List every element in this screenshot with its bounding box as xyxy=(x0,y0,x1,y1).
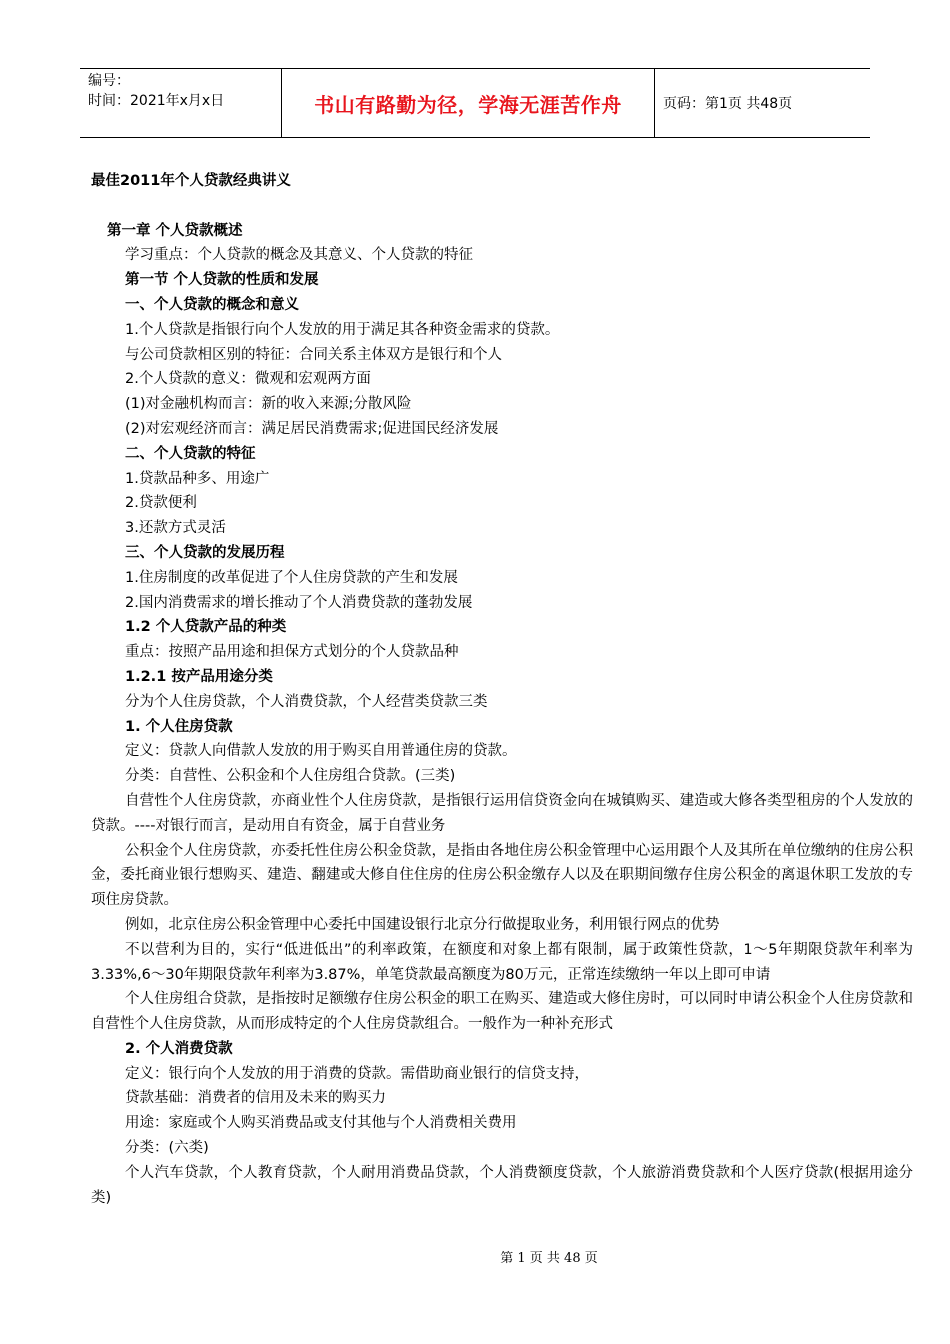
text-line: 2.个人贷款的意义：微观和宏观两方面 xyxy=(125,371,371,388)
page-footer xyxy=(0,1247,950,1266)
subsection-heading: 一、个人贷款的概念和意义 xyxy=(125,296,299,313)
section-heading: 第一节 个人贷款的性质和发展 xyxy=(125,272,319,289)
paragraph: 个人汽车贷款，个人教育贷款，个人耐用消费品贷款，个人消费额度贷款，个人旅游消费贷款和个人医疗贷款(根据用途分类) xyxy=(91,1164,913,1206)
header-page-code: 页码：第1页 共48页 xyxy=(663,96,793,112)
paragraph: 个人住房组合贷款，是指按时足额缴存住房公积金的职工在购买、建造或大修住房时，可以同时申请公积金个人住房贷款和自营性个人住房贷款，从而形成特定的个人住房贷款组合。一般作为一种补充形式 xyxy=(91,991,913,1033)
document-body xyxy=(91,169,916,1210)
text-line: 定义：银行向个人发放的用于消费的贷款。需借助商业银行的信贷支持， xyxy=(125,1065,589,1082)
text-line: 1.个人贷款是指银行向个人发放的用于满足其各种资金需求的贷款。 xyxy=(125,321,560,338)
text-line: 定义：贷款人向借款人发放的用于购买自用普通住房的贷款。 xyxy=(125,743,517,760)
subsection-heading: 二、个人贷款的特征 xyxy=(125,445,256,462)
text-line: 分类：(六类) xyxy=(125,1140,209,1157)
text-line: 分为个人住房贷款，个人消费贷款，个人经营类贷款三类 xyxy=(125,693,488,710)
paragraph: 例如，北京住房公积金管理中心委托中国建设银行北京分行做提取业务，利用银行网点的优势 xyxy=(125,916,720,933)
subsection-heading: 三、个人贷款的发展历程 xyxy=(125,544,285,561)
text-line: (2)对宏观经济而言：满足居民消费需求;促进国民经济发展 xyxy=(125,420,499,437)
document-number-label: 编号： xyxy=(88,73,130,89)
paragraph: 自营性个人住房贷款，亦商业性个人住房贷款，是指银行运用信贷资金向在城镇购买、建造或大修各类型租房的个人发放的贷款。----对银行而言，是动用自有资金，属于自营业务 xyxy=(91,792,913,834)
document-title: 最佳2011年个人贷款经典讲义 xyxy=(91,173,291,189)
text-line: 2.国内消费需求的增长推动了个人消费贷款的蓬勃发展 xyxy=(125,594,473,611)
paragraph: 不以营利为目的，实行“低进低出”的利率政策，在额度和对象上都有限制，属于政策性贷款，1～5年期限贷款年利率为3.33%,6～30年期限贷款年利率为3.87%，单笔贷款最高额度为80万元，正常连续缴纳一年以上即可申请 xyxy=(91,941,913,983)
text-line: 贷款基础：消费者的信用及未来的购买力 xyxy=(125,1090,386,1107)
section-heading: 1.2 个人贷款产品的种类 xyxy=(125,619,287,636)
text-line: 学习重点：个人贷款的概念及其意义、个人贷款的特征 xyxy=(125,247,473,264)
footer-page-number: 第 1 页 共 48 页 xyxy=(500,1251,598,1266)
text-line: 1.贷款品种多、用途广 xyxy=(125,470,270,487)
text-line: 3.还款方式灵活 xyxy=(125,520,226,537)
subsection-heading: 1.2.1 按产品用途分类 xyxy=(125,668,273,685)
text-line: (1)对金融机构而言：新的收入来源;分散风险 xyxy=(125,396,412,413)
text-line: 分类：自营性、公积金和个人住房组合贷款。(三类) xyxy=(125,768,456,785)
subsection-heading: 1. 个人住房贷款 xyxy=(125,718,233,735)
text-line: 用途：家庭或个人购买消费品或支付其他与个人消费相关费用 xyxy=(125,1115,517,1132)
header-meta xyxy=(80,69,281,137)
text-line: 重点：按照产品用途和担保方式划分的个人贷款品种 xyxy=(125,644,459,661)
chapter-heading: 第一章 个人贷款概述 xyxy=(107,222,243,239)
text-line: 1.住房制度的改革促进了个人住房贷款的产生和发展 xyxy=(125,569,458,586)
document-time-label: 时间：2021年x月x日 xyxy=(88,93,225,109)
text-line: 与公司贷款相区别的特征：合同关系主体双方是银行和个人 xyxy=(125,346,502,363)
subsection-heading: 2. 个人消费贷款 xyxy=(125,1040,233,1057)
page-header xyxy=(80,68,870,138)
paragraph: 公积金个人住房贷款，亦委托性住房公积金贷款，是指由各地住房公积金管理中心运用跟个人及其所在单位缴纳的住房公积金，委托商业银行想购买、建造、翻建或大修自住住房的住房公积金缴存人以及在职期间缴存住房公积金的离退休职工发放的专项住房贷款。 xyxy=(91,842,913,909)
header-motto: 书山有路勤为径，学海无涯苦作舟 xyxy=(281,69,655,137)
text-line: 2.贷款便利 xyxy=(125,495,197,512)
